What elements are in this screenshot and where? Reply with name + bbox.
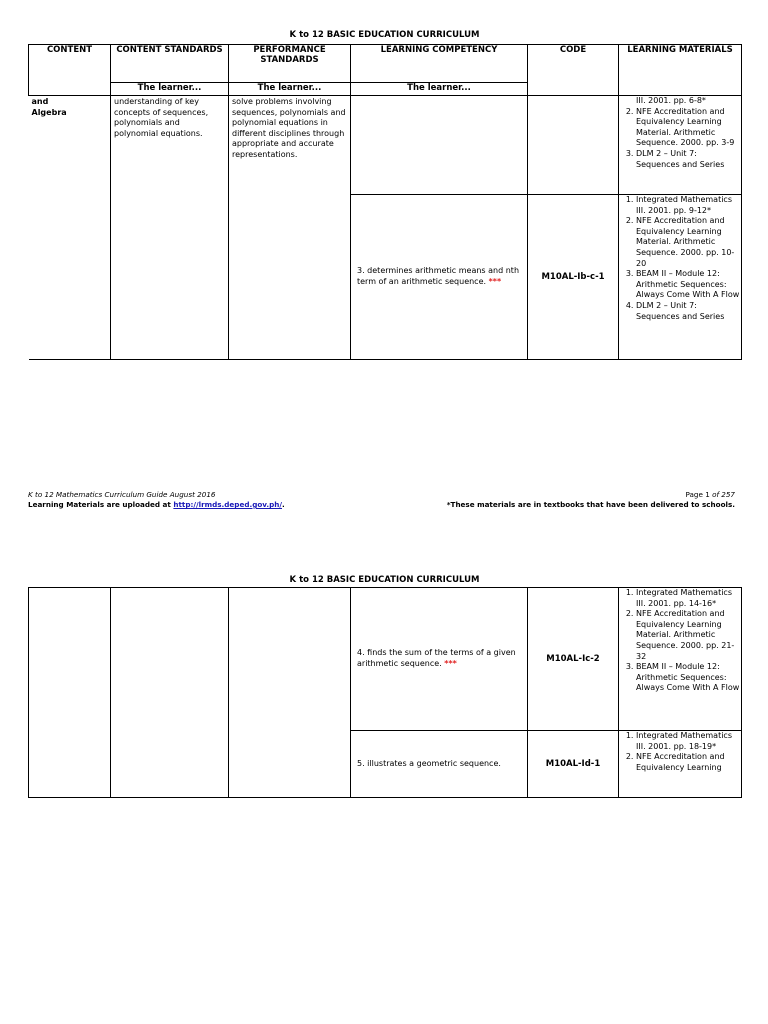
subheader-learner: The learner... [111,83,229,96]
lrmds-link[interactable]: http://lrmds.deped.gov.ph/ [173,500,282,509]
content-standard-empty [111,588,229,798]
content-label: and Algebra [31,97,67,117]
materials-item: 3. BEAM II – Module 12: Arithmetic Sequences: Always Come With A Flow [636,662,741,694]
footer-upload-note: Learning Materials are uploaded at http://lrmds.deped.gov.ph/. [28,500,285,509]
header-learning-competency: LEARNING COMPETENCY [351,45,528,83]
header-content-standards: CONTENT STANDARDS [111,45,229,83]
curriculum-table [28,44,742,360]
footer-page-number: Page 1 of 257 [685,490,735,499]
header-content: CONTENT [29,45,111,96]
materials-item: 4. DLM 2 – Unit 7: Sequences and Series [636,301,741,322]
materials-list [619,588,741,694]
page-title: K to 12 BASIC EDUCATION CURRICULUM [289,30,480,40]
materials-item: 1. Integrated Mathematics III. 2001. pp. 18-19* [636,731,741,752]
materials-list [619,96,741,170]
materials-item: 2. NFE Accreditation and Equivalency Learning Material. Arithmetic Sequence. 2000. pp. 10- 20 [636,216,741,269]
header-code: CODE [528,45,619,96]
materials-item: 2. NFE Accreditation and Equivalency Learning [636,752,741,773]
materials-list [619,195,741,322]
performance-standard-text: solve problems involving sequences, polynomials and polynomial equations in different disciplines through appropriate and accurate representations. [232,97,346,159]
performance-standard-empty [229,588,351,798]
materials-item: 2. NFE Accreditation and Equivalency Learning Material. Arithmetic Sequence. 2000. pp. 3-9 [636,107,741,149]
code-cell-empty [528,96,619,195]
content-cell-empty [29,588,111,798]
page-title: K to 12 BASIC EDUCATION CURRICULUM [289,575,480,585]
materials-item: III. 2001. pp. 6-8* [636,96,706,105]
competency-text: 5. illustrates a geometric sequence. [357,758,501,768]
header-performance-standards: PERFORMANCE STANDARDS [229,45,351,83]
content-standard-text: understanding of key concepts of sequences, polynomials and polynomial equations. [114,97,209,138]
competency-text: 4. finds the sum of the terms of a given arithmetic sequence. *** [357,648,516,668]
competency-cell-empty [351,96,528,195]
materials-item: 2. NFE Accreditation and Equivalency Learning Material. Arithmetic Sequence. 2000. pp. 21- 32 [636,609,741,662]
materials-item: 1. Integrated Mathematics III. 2001. pp. 14-16* [636,588,741,609]
footer-textbook-note: *These materials are in textbooks that have been delivered to schools. [446,500,735,509]
materials-list [619,731,741,773]
competency-code: M10AL-Ib-c-1 [528,195,619,360]
materials-item: 3. BEAM II – Module 12: Arithmetic Sequences: Always Come With A Flow [636,269,741,301]
subheader-learner: The learner... [351,83,528,96]
header-learning-materials: LEARNING MATERIALS [619,45,742,96]
curriculum-table [28,587,742,798]
competency-code: M10AL-Id-1 [528,731,619,798]
materials-item: 1. Integrated Mathematics III. 2001. pp. 9-12* [636,195,741,216]
footer-guide-title: K to 12 Mathematics Curriculum Guide August 2016 [28,490,216,499]
competency-text: 3. determines arithmetic means and nth term of an arithmetic sequence. *** [357,266,520,286]
competency-code: M10AL-Ic-2 [528,588,619,731]
materials-item: 3. DLM 2 – Unit 7: Sequences and Series [636,149,741,170]
subheader-learner: The learner... [229,83,351,96]
